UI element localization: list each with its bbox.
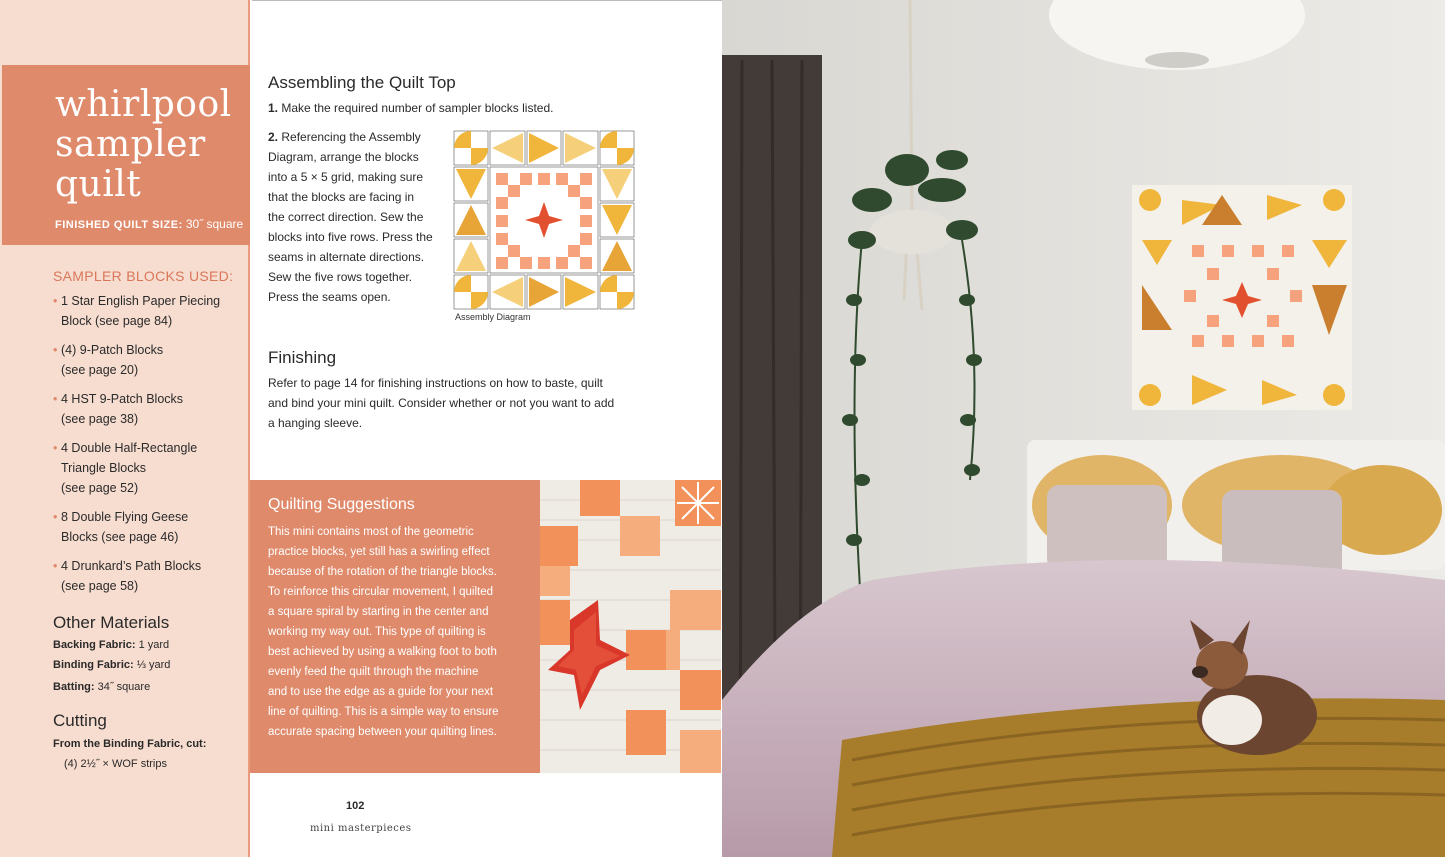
list-item-line: • 1 Star English Paper Piecing	[61, 294, 221, 308]
title-line: quilt	[55, 164, 142, 205]
list-item-line: • 8 Double Flying Geese	[61, 510, 189, 524]
list-item	[53, 556, 243, 596]
quilting-line: evenly feed the quilt through the machine	[268, 666, 479, 678]
quilting-line: a square spiral by starting in the center and	[268, 606, 489, 618]
material-line	[53, 659, 170, 671]
blocks-list	[53, 291, 243, 605]
finishing-line: Refer to page 14 for finishing instructions on how to baste, quilt	[268, 376, 603, 390]
material-label: Backing Fabric:	[53, 639, 136, 651]
list-item	[53, 291, 243, 331]
step-2-line: Diagram, arrange the blocks	[268, 150, 419, 164]
assembling-heading: Assembling the Quilt Top	[268, 73, 456, 92]
finished-size	[55, 217, 243, 231]
step-2-line: Referencing the Assembly	[281, 130, 421, 144]
step-2-line: that the blocks are facing in	[268, 190, 415, 204]
other-materials-heading: Other Materials	[53, 613, 170, 632]
step-2	[268, 127, 448, 307]
material-line	[53, 639, 169, 651]
title-box	[2, 65, 250, 245]
quilt-closeup-photo	[540, 480, 721, 773]
material-value: 1 yard	[138, 639, 170, 651]
quilting-line: and to use the edge as a guide for your next	[268, 686, 494, 698]
quilting-suggestions-box	[250, 480, 540, 773]
quilting-line: line of quilting. This is a simple way to ensure	[268, 706, 499, 718]
sidebar	[0, 0, 250, 857]
step-2-line: Press the seams open.	[268, 290, 391, 304]
list-item	[53, 389, 243, 429]
quilting-line: practice blocks, yet still has a swirling effect	[268, 546, 490, 558]
cutting-item: (4) 2½˝ × WOF strips	[64, 758, 167, 770]
cutting-heading: Cutting	[53, 711, 107, 730]
quilting-line: working my way out. This type of quilting is	[268, 626, 486, 638]
list-item-line: • 4 HST 9-Patch Blocks	[61, 392, 184, 406]
step-2-number: 2.	[268, 130, 279, 144]
quilting-heading: Quilting Suggestions	[268, 496, 415, 513]
step-1-number: 1.	[268, 101, 279, 115]
step-2-line: Sew the five rows together.	[268, 270, 413, 284]
page-number: 102	[346, 800, 365, 812]
finishing-heading: Finishing	[268, 348, 337, 367]
step-2-line: the correct direction. Sew the	[268, 210, 424, 224]
footer-book-title: mini masterpieces	[310, 823, 412, 834]
list-item-line: • 4 Double Half-Rectangle	[61, 441, 198, 455]
list-item	[53, 438, 243, 498]
list-item-line: • 4 Drunkard’s Path Blocks	[61, 559, 202, 573]
material-label: Binding Fabric:	[53, 659, 134, 671]
list-item-line: (see page 20)	[61, 363, 139, 377]
list-item-line: Block (see page 84)	[61, 314, 173, 328]
list-item-line: (see page 58)	[61, 579, 139, 593]
quilting-line: best achieved by using a walking foot to both	[268, 646, 497, 658]
quilting-line: accurate spacing between your quilting lines.	[268, 726, 497, 738]
list-item-line: Blocks (see page 46)	[61, 530, 179, 544]
list-item-line: Triangle Blocks	[61, 461, 146, 475]
step-1-text: Make the required number of sampler blocks listed.	[281, 101, 554, 115]
finishing-line: and bind your mini quilt. Consider whether or not you want to add	[268, 396, 615, 410]
diagram-caption: Assembly Diagram	[455, 312, 531, 322]
material-value: 34˝ square	[97, 681, 151, 693]
quilting-text	[268, 522, 526, 742]
cutting-label	[53, 738, 206, 750]
list-item	[53, 340, 243, 380]
finishing-text	[268, 373, 648, 433]
step-2-line: into a 5 × 5 grid, making sure	[268, 170, 424, 184]
quilting-line: because of the rotation of the triangle blocks.	[268, 566, 497, 578]
quilting-line: To reinforce this circular movement, I quilted	[268, 586, 493, 598]
finishing-line: a hanging sleeve.	[268, 416, 363, 430]
finished-size-label: FINISHED QUILT SIZE:	[55, 219, 183, 231]
material-line	[53, 681, 150, 693]
quilting-line: This mini contains most of the geometric	[268, 526, 474, 538]
title-line: sampler	[55, 124, 206, 165]
cutting-label-text: From the Binding Fabric, cut:	[53, 738, 207, 750]
title-line: whirlpool	[55, 84, 232, 125]
list-item-line: • (4) 9-Patch Blocks	[61, 343, 164, 357]
finished-size-value: 30˝ square	[185, 217, 244, 231]
material-value: ⅓ yard	[136, 659, 171, 671]
bedroom-photo	[722, 0, 1445, 857]
blocks-heading: SAMPLER BLOCKS USED:	[53, 268, 234, 284]
list-item-line: (see page 38)	[61, 412, 139, 426]
step-2-line: blocks into five rows. Press the	[268, 230, 433, 244]
step-1	[268, 98, 554, 118]
list-item	[53, 507, 243, 547]
assembly-diagram	[453, 130, 635, 310]
page-title	[55, 85, 232, 205]
list-item-line: (see page 52)	[61, 481, 139, 495]
step-2-line: seams in alternate directions.	[268, 250, 425, 264]
material-label: Batting:	[53, 681, 95, 693]
